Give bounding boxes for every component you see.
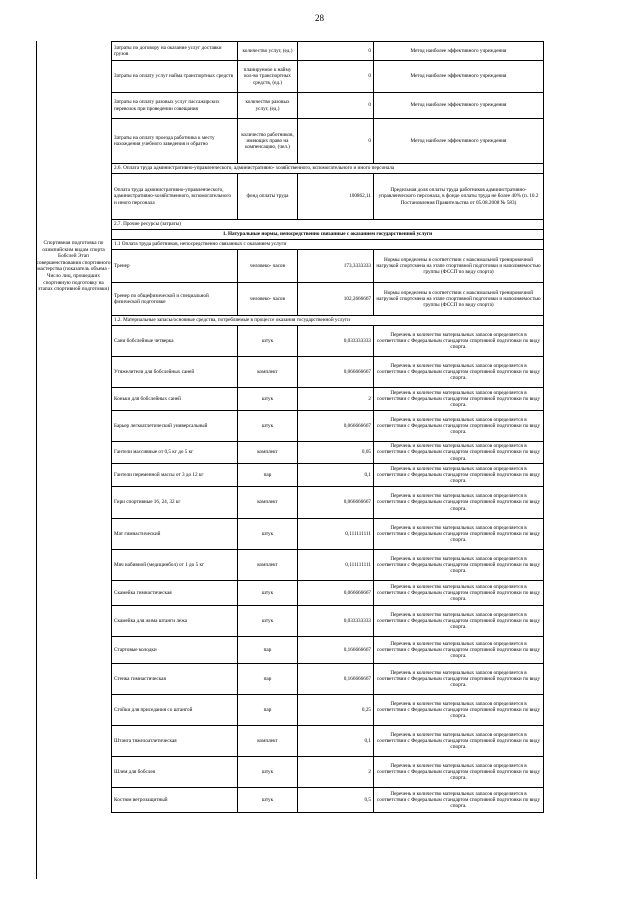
material-row bbox=[112, 487, 544, 519]
item-value: 0,066666667 bbox=[298, 581, 374, 606]
section-1-2 bbox=[112, 316, 544, 326]
item-basis: Перечень и количество материальных запасов определяется в соответствии с Федеральным стандартом спортивной подготовки по виду спорта. bbox=[374, 606, 544, 637]
item-unit: фонд оплаты труда bbox=[238, 174, 298, 220]
item-unit: штук bbox=[238, 757, 298, 788]
expense-row bbox=[112, 119, 544, 164]
item-unit: комплект bbox=[238, 357, 298, 388]
item-basis: Метод наиболее эффективного учреждения bbox=[374, 93, 544, 119]
item-name: Скамейка для жима штанги лежа bbox=[112, 606, 238, 637]
item-value: 0,1 bbox=[298, 726, 374, 757]
item-name: Затраты на оплату разовых услуг пассажирских перевозок при проведении совещания bbox=[112, 93, 238, 119]
item-unit: комплект bbox=[238, 442, 298, 464]
item-name: Костюм ветрозащитный bbox=[112, 788, 238, 813]
staff-pay-row bbox=[112, 174, 544, 220]
material-row bbox=[112, 519, 544, 550]
material-row bbox=[112, 326, 544, 357]
material-row bbox=[112, 581, 544, 606]
item-basis: Перечень и количество материальных запасов определяется в соответствии с Федеральным стандартом спортивной подготовки по виду спорта. bbox=[374, 388, 544, 411]
item-basis: Метод наиболее эффективного учреждения bbox=[374, 42, 544, 61]
item-name: Гантели массивные от 0,5 кг до 5 кг bbox=[112, 442, 238, 464]
section-2-6 bbox=[112, 164, 544, 174]
item-value: 0,033333333 bbox=[298, 326, 374, 357]
item-unit: количество работников, имеющих право на компенсацию, (чел.) bbox=[238, 119, 298, 164]
item-value: 0,066666667 bbox=[298, 487, 374, 519]
labor-row bbox=[112, 250, 544, 283]
item-unit: планируемое к найму кол-во транспортных средств, (ед.) bbox=[238, 61, 298, 93]
item-basis: Перечень и количество материальных запасов определяется в соответствии с Федеральным стандартом спортивной подготовки по виду спорта. bbox=[374, 757, 544, 788]
item-unit: штук bbox=[238, 326, 298, 357]
section-1-1-text: 1.1 Оплата труда работников, непосредственно связанных с оказанием услуги bbox=[112, 240, 544, 250]
expense-row bbox=[112, 61, 544, 93]
item-value: 0,066666667 bbox=[298, 411, 374, 442]
cost-norms-table bbox=[111, 41, 544, 813]
item-unit: штук bbox=[238, 411, 298, 442]
item-basis: Перечень и количество материальных запасов определяется в соответствии с Федеральным стандартом спортивной подготовки по виду спорта. bbox=[374, 411, 544, 442]
material-row bbox=[112, 357, 544, 388]
item-unit: человеко- часов bbox=[238, 250, 298, 283]
item-basis: Перечень и количество материальных запасов определяется в соответствии с Федеральным стандартом спортивной подготовки по виду спорта. bbox=[374, 581, 544, 606]
item-basis: Перечень и количество материальных запасов определяется в соответствии с Федеральным стандартом спортивной подготовки по виду спорта. bbox=[374, 519, 544, 550]
item-name: Скамейка гимнастическая bbox=[112, 581, 238, 606]
item-unit: штук bbox=[238, 388, 298, 411]
item-value: 0,111111111 bbox=[298, 519, 374, 550]
item-unit: комплект bbox=[238, 726, 298, 757]
item-basis: Перечень и количество материальных запасов определяется в соответствии с Федеральным стандартом спортивной подготовки по виду спорта. bbox=[374, 550, 544, 581]
item-name: Мат гимнастический bbox=[112, 519, 238, 550]
item-value: 0 bbox=[298, 119, 374, 164]
item-unit: штук bbox=[238, 606, 298, 637]
item-value: 100862,11 bbox=[298, 174, 374, 220]
section-1-2-text: 1.2. Материальные запасы/основные средства, потребляемые в процессе оказания государственной услуги bbox=[112, 316, 544, 326]
item-basis: Перечень и количество материальных запасов определяется в соответствии с Федеральным стандартом спортивной подготовки по виду спорта. bbox=[374, 326, 544, 357]
item-value: 0,05 bbox=[298, 442, 374, 464]
item-value: 0,033333333 bbox=[298, 606, 374, 637]
item-name: Барьер легкоатлетический универсальный bbox=[112, 411, 238, 442]
item-unit: человеко- часов bbox=[238, 283, 298, 316]
item-basis: Перечень и количество материальных запасов определяется в соответствии с Федеральным стандартом спортивной подготовки по виду спорта. bbox=[374, 442, 544, 464]
left-border-line bbox=[36, 41, 37, 879]
item-name: Затраты по договору на оказание услуг доставки грузов bbox=[112, 42, 238, 61]
material-row bbox=[112, 388, 544, 411]
material-row bbox=[112, 464, 544, 487]
item-unit: штук bbox=[238, 519, 298, 550]
page-number: 28 bbox=[315, 13, 324, 23]
item-name: Шлем для бобслея bbox=[112, 757, 238, 788]
material-row bbox=[112, 442, 544, 464]
material-row bbox=[112, 606, 544, 637]
item-basis: Метод наиболее эффективного учреждения bbox=[374, 61, 544, 93]
service-description: Спортивная подготовка по олимпийским видам спорта Бобслей Этап совершенствования спортивного мастерства (показатель объема - Число лиц, прошедших спортивную подготовку на этапах спортивной подготовки) bbox=[36, 240, 111, 293]
labor-row bbox=[112, 283, 544, 316]
item-unit: количество разовых услуг, (ед.) bbox=[238, 93, 298, 119]
item-name: Стойки для приседания со штангой bbox=[112, 695, 238, 726]
item-unit: пар bbox=[238, 664, 298, 695]
item-value: 173,3333333 bbox=[298, 250, 374, 283]
item-unit: пар bbox=[238, 464, 298, 487]
item-name: Оплата труда административно-управленческого, административно-хозяйственного, вспомогательного и иного персонала bbox=[112, 174, 238, 220]
item-unit: штук bbox=[238, 788, 298, 813]
item-value: 0,5 bbox=[298, 788, 374, 813]
item-basis: Перечень и количество материальных запасов определяется в соответствии с Федеральным стандартом спортивной подготовки по виду спорта. bbox=[374, 695, 544, 726]
section-1 bbox=[112, 230, 544, 240]
expense-row bbox=[112, 93, 544, 119]
material-row bbox=[112, 695, 544, 726]
section-1-text: 1. Натуральные нормы, непосредственно связанные с оказанием государственной услуги bbox=[112, 230, 544, 240]
item-basis: Перечень и количество материальных запасов определяется в соответствии с Федеральным стандартом спортивной подготовки по виду спорта. bbox=[374, 788, 544, 813]
item-value: 2 bbox=[298, 388, 374, 411]
item-basis: Предельная доля оплаты труда работников административно- управленческого персонала, в фонде оплаты труда не более 40% (п. 10.2 Постановления Правительства от 05.08.2008 № 583) bbox=[374, 174, 544, 220]
section-2-7 bbox=[112, 220, 544, 230]
item-name: Затраты на оплату проезда работника к месту нахождения учебного заведения и обратно bbox=[112, 119, 238, 164]
item-value: 0 bbox=[298, 42, 374, 61]
material-row bbox=[112, 757, 544, 788]
item-unit: комплект bbox=[238, 487, 298, 519]
item-basis: Перечень и количество материальных запасов определяется в соответствии с Федеральным стандартом спортивной подготовки по виду спорта. bbox=[374, 464, 544, 487]
material-row bbox=[112, 550, 544, 581]
material-row bbox=[112, 637, 544, 664]
item-value: 2 bbox=[298, 757, 374, 788]
item-basis: Перечень и количество материальных запасов определяется в соответствии с Федеральным стандартом спортивной подготовки по виду спорта. bbox=[374, 637, 544, 664]
item-basis: Перечень и количество материальных запасов определяется в соответствии с Федеральным стандартом спортивной подготовки по виду спорта. bbox=[374, 487, 544, 519]
item-value: 0,111111111 bbox=[298, 550, 374, 581]
item-name: Сани бобслейные четверка bbox=[112, 326, 238, 357]
material-row bbox=[112, 411, 544, 442]
section-2-7-text: 2.7. Прочие ресурсы (затраты) bbox=[112, 220, 544, 230]
section-2-6-text: 2.6. Оплата труда административно-управленческого, административно- хозяйственного, вспомогательного и иного персонала bbox=[112, 164, 544, 174]
item-name: Утяжелители для бобслейных саней bbox=[112, 357, 238, 388]
expense-row bbox=[112, 42, 544, 61]
item-value: 0 bbox=[298, 93, 374, 119]
item-value: 102,2666667 bbox=[298, 283, 374, 316]
item-name: Затраты на оплату услуг найма транспортных средств bbox=[112, 61, 238, 93]
item-basis: Перечень и количество материальных запасов определяется в соответствии с Федеральным стандартом спортивной подготовки по виду спорта. bbox=[374, 726, 544, 757]
item-value: 0 bbox=[298, 61, 374, 93]
section-1-1 bbox=[112, 240, 544, 250]
item-value: 0,166666667 bbox=[298, 664, 374, 695]
item-basis: Метод наиболее эффективного учреждения bbox=[374, 119, 544, 164]
item-basis: Перечень и количество материальных запасов определяется в соответствии с Федеральным стандартом спортивной подготовки по виду спорта. bbox=[374, 664, 544, 695]
item-value: 0,1 bbox=[298, 464, 374, 487]
material-row bbox=[112, 726, 544, 757]
material-row bbox=[112, 664, 544, 695]
item-name: Мяч набивной (медицинбол) от 1 до 5 кг bbox=[112, 550, 238, 581]
item-name: Стенка гимнастическая bbox=[112, 664, 238, 695]
item-unit: штук bbox=[238, 581, 298, 606]
item-name: Тренер bbox=[112, 250, 238, 283]
item-unit: количество услуг, (ед.) bbox=[238, 42, 298, 61]
item-value: 0,066666667 bbox=[298, 357, 374, 388]
material-row bbox=[112, 788, 544, 813]
item-name: Гантели переменной массы от 3 до 12 кг bbox=[112, 464, 238, 487]
item-unit: пар bbox=[238, 695, 298, 726]
item-basis: Перечень и количество материальных запасов определяется в соответствии с Федеральным стандартом спортивной подготовки по виду спорта. bbox=[374, 357, 544, 388]
item-unit: пар bbox=[238, 637, 298, 664]
item-name: Коньки для бобслейных саней bbox=[112, 388, 238, 411]
item-value: 0,166666667 bbox=[298, 637, 374, 664]
item-name: Тренер по общефизической и специальной физической подготовке bbox=[112, 283, 238, 316]
item-name: Штанга тяжелоатлетическая bbox=[112, 726, 238, 757]
item-name: Гири спортивные 16, 24, 32 кг bbox=[112, 487, 238, 519]
item-value: 0,25 bbox=[298, 695, 374, 726]
item-basis: Нормы определены в соответствии с максимальной тренировочной нагрузкой спортсмена на этапе спортивной подготовки и наполняемостью группы (ФССП по виду спорта) bbox=[374, 250, 544, 283]
item-unit: комплект bbox=[238, 550, 298, 581]
item-name: Стартовые колодки bbox=[112, 637, 238, 664]
item-basis: Нормы определены в соответствии с максимальной тренировочной нагрузкой спортсмена на этапе спортивной подготовки и наполняемостью группы (ФССП по виду спорта) bbox=[374, 283, 544, 316]
